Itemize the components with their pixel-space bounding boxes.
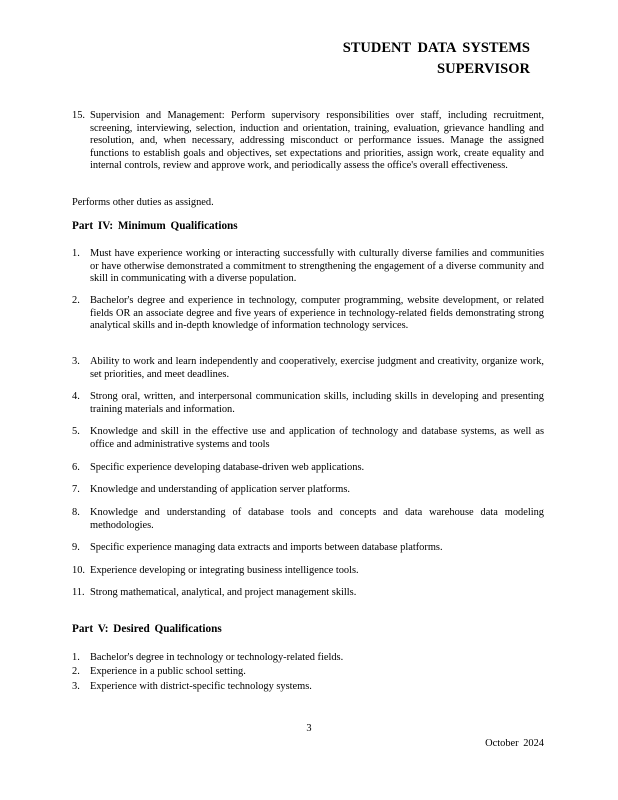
item-number: 8. [72,507,80,518]
page-number: 3 [306,723,312,734]
part-4-heading: Part IV: Minimum Qualifications [72,220,238,232]
min-qual-item-8 [72,507,544,532]
desired-qual-item-2 [72,666,544,679]
item-number: 1. [72,248,80,259]
desired-qual-item-1 [72,652,544,665]
min-qual-item-11 [72,587,544,600]
item-text: Strong mathematical, analytical, and project management skills. [90,587,357,598]
item-number: 1. [72,652,80,663]
item-text: Knowledge and skill in the effective use and application of technology and database systems, as well as office and administrative systems and tools [90,426,544,450]
footer-date: October 2024 [485,738,544,749]
item-text: Must have experience working or interacting successfully with culturally diverse families and communities or have otherwise demonstrated a commitment to strengthening the engagement of a diverse community and skill in communicating with a diverse population. [90,248,544,285]
item-number: 2. [72,666,80,677]
document-title [343,38,530,80]
item-text: Specific experience managing data extracts and imports between database platforms. [90,542,443,553]
item-number: 11. [72,587,85,598]
item-text: Knowledge and understanding of database tools and concepts and data warehouse data modeling methodologies. [90,507,544,531]
item-text: Experience with district-specific technology systems. [90,681,312,692]
item-text: Bachelor's degree in technology or technology-related fields. [90,652,344,663]
item-text: Knowledge and understanding of application server platforms. [90,484,350,495]
item-number: 3. [72,356,80,367]
item-number: 15. [72,110,85,121]
item-text: Strong oral, written, and interpersonal communication skills, including skills in developing and presenting training materials and information. [90,391,544,415]
item-text: Experience in a public school setting. [90,666,246,677]
min-qual-item-7 [72,484,544,497]
other-duties-text: Performs other duties as assigned. [72,197,214,208]
item-text: Specific experience developing database-driven web applications. [90,462,365,473]
title-line-1: STUDENT DATA SYSTEMS [342,40,530,56]
item-number: 10. [72,565,85,576]
item-text: Ability to work and learn independently and cooperatively, exercise judgment and creativity, organize work, set priorities, and meet deadlines. [90,356,544,380]
min-qual-item-9 [72,542,544,555]
item-number: 4. [72,391,80,402]
title-line-2: SUPERVISOR [437,61,530,77]
item-text: Supervision and Management: Perform supervisory responsibilities over staff, including recruitment, screening, interviewing, selection, induction and orientation, training, evaluation, grievance handling and resolution, and, when necessary, addressing misconduct or performance issues. Manage the assigned functions to establish goals and objectives, set expectations and priorities, assign work, create equality and internal controls, review and approve work, and periodically assess the office's overall effectiveness. [90,110,544,172]
item-text: Experience developing or integrating business intelligence tools. [90,565,359,576]
item-number: 3. [72,681,80,692]
item-number: 9. [72,542,80,553]
item-number: 2. [72,295,80,306]
min-qual-item-4 [72,391,544,416]
min-qual-item-10 [72,565,544,578]
item-number: 7. [72,484,80,495]
desired-qual-item-3 [72,681,544,694]
min-qual-item-3 [72,356,544,381]
part-5-heading: Part V: Desired Qualifications [72,623,222,635]
min-qual-item-5 [72,426,544,451]
item-number: 5. [72,426,80,437]
min-qual-item-1 [72,248,544,286]
min-qual-item-6 [72,462,544,475]
item-text: Bachelor's degree and experience in technology, computer programming, website development, or related fields OR an associate degree and five years of experience in technology-related fields demonstrating strong analytical skills and in-depth knowledge of information technology services. [90,295,544,332]
min-qual-item-2 [72,295,544,333]
item-number: 6. [72,462,80,473]
duty-item-15 [72,110,544,173]
